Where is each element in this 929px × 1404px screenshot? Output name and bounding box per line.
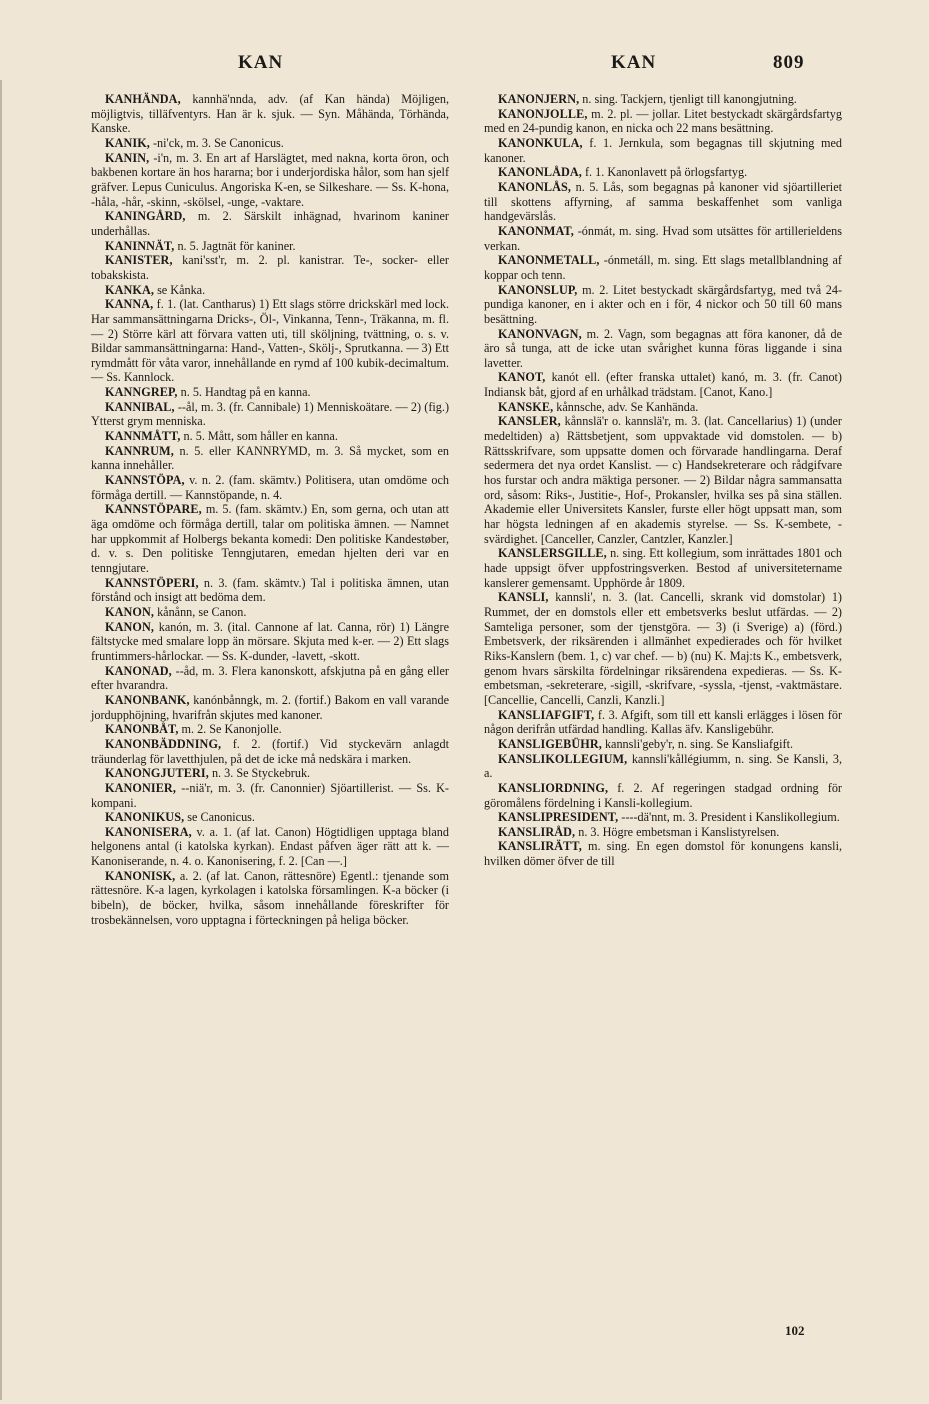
entry-definition: n. 3. Högre embetsman i Kanslistyrelsen. — [575, 824, 780, 839]
entry-headword: KANIN, — [105, 150, 150, 165]
dictionary-entry — [91, 92, 449, 136]
dictionary-entry — [484, 414, 842, 546]
entry-headword: KANOT, — [498, 370, 546, 385]
entry-definition: se Canonicus. — [184, 810, 255, 825]
dictionary-entry — [91, 239, 449, 254]
dictionary-entry — [484, 400, 842, 415]
running-head-left: KAN — [238, 52, 284, 73]
entry-headword: KANONLÅDA, — [498, 165, 582, 180]
entry-headword: KANONISK, — [105, 868, 176, 883]
dictionary-entry — [484, 107, 842, 136]
entry-definition: -i'n, m. 3. En art af Harslägtet, med nakna, korta öron, och bakbenen kortare än hos hararna; bor i underjordiska hålor, som han sjelf gräfver. Lepus Cuniculus. Angoriska K-en, se Silkeshare. — Ss. K-hona, -håla, -hår, -skinn, -skölsel, -unge, -vaktare. — [91, 150, 449, 209]
dictionary-entry — [91, 766, 449, 781]
entry-headword: KANONJERN, — [498, 92, 580, 106]
entry-definition: n. sing. Tackjern, tjenligt till kanongjutning. — [579, 92, 797, 106]
entry-headword: KANSLERSGILLE, — [498, 546, 607, 561]
entry-definition: f. 2. (fortif.) Vid styckevärn anlagdt träunderlag för lavetthjulen, på det de icke må nedskära i marken. — [91, 736, 449, 766]
entry-headword: KANONBÅT, — [105, 722, 179, 737]
entry-definition: se Kånka. — [154, 282, 206, 297]
entry-definition: --niä'r, m. 3. (fr. Canonnier) Sjöartillerist. — Ss. K-kompani. — [91, 780, 449, 810]
entry-headword: KANNSTÖPERI, — [105, 575, 199, 590]
entry-headword: KANSLIKOLLEGIUM, — [498, 751, 628, 766]
entry-definition: -ónmát, m. sing. Hvad som utsättes för artillerieldens verkan. — [484, 223, 842, 253]
dictionary-entry — [91, 825, 449, 869]
entry-headword: KANONIER, — [105, 780, 176, 795]
dictionary-entry — [91, 781, 449, 810]
dictionary-entry — [484, 590, 842, 707]
dictionary-entry — [484, 253, 842, 282]
entry-headword: KANNMÅTT, — [105, 429, 181, 444]
entry-definition: kannhä'nnda, adv. (af Kan hända) Möjligen, möjligtvis, tilläfventyrs. Han är k. sjuk. — Syn. Måhända, Törhända, Kanske. — [91, 92, 449, 136]
dictionary-entry — [484, 283, 842, 327]
entry-definition: n. 5. Jagtnät för kaniner. — [174, 238, 296, 253]
entry-definition: m. 5. (fam. skämtv.) En, som gerna, och utan att äga omdöme och förmåga dertill, talar om politiska ämnen. — Namnet har uppkommit af Holbergs bekanta komedi: Den politiske Kandestøber, d. v. s. Den politiske Tenngjutaren, emedan hjelten deri var en tenngjutare. — [91, 502, 449, 575]
entry-definition: f. 3. Afgift, som till ett kansli erlägges i lösen för någon derifrån utfärdad handling. Kallas äfv. Kansligebühr. — [484, 707, 842, 737]
entry-headword: KANSLIRÄTT, — [498, 839, 582, 854]
dictionary-entry — [484, 180, 842, 224]
entry-definition: f. 2. Af regeringen stadgad ordning för göromålens fördelning i Kansli-kollegium. — [484, 780, 842, 810]
dictionary-entry — [484, 810, 842, 825]
dictionary-entry — [91, 136, 449, 151]
entry-definition: n. sing. Ett kollegium, som inrättades 1801 och hade uppsigt öfver uppfostringsverken. Bestod af universitetername kanslerer gemensamt. Upphörde år 1809. — [484, 546, 842, 590]
dictionary-entry — [484, 781, 842, 810]
entry-definition: m. 2. Särskilt inhägnad, hvarinom kaniner underhållas. — [91, 209, 449, 238]
entry-definition: f. 1. Jernkula, som begagnas till skjutning med kanoner. — [484, 135, 842, 165]
entry-definition: n. 3. Se Styckebruk. — [208, 766, 311, 781]
entry-headword: KANSLIAFGIFT, — [498, 707, 595, 722]
dictionary-entry — [91, 605, 449, 620]
entry-definition: n. 3. (fam. skämtv.) Tal i politiska ämnen, utan förstånd och insigt att bedöma dem. — [91, 575, 449, 605]
dictionary-entry — [484, 708, 842, 737]
entry-headword: KANONSLUP, — [498, 282, 578, 297]
dictionary-entry — [91, 664, 449, 693]
entry-headword: KANONMAT, — [498, 223, 574, 238]
entry-definition: kånånn, se Canon. — [154, 604, 247, 619]
entry-headword: KANSLER, — [498, 414, 561, 429]
entry-headword: KANONAD, — [105, 663, 172, 678]
entry-headword: KANSLIORDNING, — [498, 780, 609, 795]
entry-definition: f. 1. Kanonlavett på örlogsfartyg. — [581, 165, 748, 180]
entry-headword: KANNIBAL, — [105, 399, 175, 414]
entry-headword: KANSLIPRESIDENT, — [498, 810, 619, 825]
dictionary-entry — [91, 576, 449, 605]
page-number: 809 — [773, 52, 805, 73]
dictionary-entry — [91, 810, 449, 825]
entry-definition: m. sing. En egen domstol för konungens kansli, hvilken dömer öfver de till — [484, 839, 842, 869]
entry-definition: kannsli', n. 3. (lat. Cancelli, skrank vid domstolar) 1) Rummet, der en domstols eller ett embetsverks beslut utfärdas. — 2) Samteliga personer, som der tjenstgöra. — 3) (i Sverige) a) (förd.) Embetsverk, der riksärenden i allmänhet expedierades och för hvilket Riks-Kanslern (bem. 1, c) var chef. — b) (nu) K. Maj:ts K., embetsverk, genom hvars särskilta fördelningar riksärendena expedieras. — Ss. K-embetsman, -sekreterare, -sigill, -skrifvare, -syssla, -tjenst, -vaktmästare. [Cancellie, Cancelli, Canzli, Kanzli.] — [484, 590, 842, 707]
dictionary-entry — [91, 620, 449, 664]
left-column — [91, 92, 449, 927]
entry-headword: KANONBANK, — [105, 692, 190, 707]
dictionary-entry — [484, 165, 842, 180]
dictionary-entry — [484, 92, 842, 107]
entry-definition: kånnsche, adv. Se Kanhända. — [553, 399, 699, 414]
entry-headword: KANNA, — [105, 297, 154, 312]
sheet-signature: 102 — [785, 1323, 805, 1338]
entry-definition: a. 2. (af lat. Canon, rättesnöre) Egentl.: tjenande som rättesnöre. K-a lagen, kyrkolagen i katolska församlingen. K-a böcker (i bibeln), de böcker, hvilka, såsom innehållande föreskrifter för trosbekännelsen, voro upptagna i förteckningen på heliga böcker. — [91, 868, 449, 927]
entry-headword: KANIK, — [105, 135, 150, 150]
entry-definition: m. 2. Se Kanonjolle. — [178, 722, 282, 737]
entry-definition: kånnslä'r o. kannslä'r, m. 3. (lat. Cancellarius) 1) (under medeltiden) a) Rättsbetjent, som uppvaktade vid domstolen. — b) Rättsskrifvare, som uppsatte domen och förvarade handlingarna. Deraf sedermera det nya ordet Kanslist. — c) Handsekreterare och rådgifvare hos furstar och andra mäktiga personer. — 2) Bildar några sammansatta ord, såsom: Riks-, Justitie-, Hof-, Prokansler, hvilka ses på sina ställen. Akademie eller Universitets Kansler, furste eller högt uppsatt man, som har högsta ledningen af en akademis styrelse. — Ss. K-sembete, -svärdighet. [Canceller, Canzler, Cantzler, Kanzler.] — [484, 414, 842, 546]
dictionary-entry — [91, 151, 449, 210]
dictionary-entry — [484, 737, 842, 752]
entry-headword: KANONKULA, — [498, 135, 583, 150]
entry-headword: KANINGÅRD, — [105, 209, 186, 224]
entry-headword: KANONLÅS, — [498, 179, 572, 194]
entry-definition: kanónbånngk, m. 2. (fortif.) Bakom en vall varande jordupphöjning, hvarifrån skjutes med kanoner. — [91, 692, 449, 722]
entry-headword: KANON, — [105, 619, 155, 634]
dictionary-entry — [91, 297, 449, 385]
dictionary-entry — [91, 722, 449, 737]
dictionary-entry — [91, 385, 449, 400]
dictionary-entry — [91, 400, 449, 429]
entry-headword: KANONJOLLE, — [498, 106, 588, 121]
dictionary-entry — [91, 429, 449, 444]
entry-headword: KANHÄNDA, — [105, 92, 181, 106]
entry-definition: n. 5. Handtag på en kanna. — [177, 385, 311, 400]
entry-headword: KANSKE, — [498, 399, 554, 414]
dictionary-entry — [91, 737, 449, 766]
entry-definition: -ni'ck, m. 3. Se Canonicus. — [149, 135, 284, 150]
entry-headword: KANSLIGEBÜHR, — [498, 736, 602, 751]
entry-headword: KANONISERA, — [105, 824, 192, 839]
dictionary-entry — [91, 693, 449, 722]
entry-definition: n. 5. Lås, som begagnas på kanoner vid sjöartilleriet till skottens affyrning, af samma beskaffenhet som vanliga handgevärslås. — [484, 179, 842, 224]
entry-headword: KANINNÄT, — [105, 238, 175, 253]
entry-headword: KANNRUM, — [105, 443, 174, 458]
scan-margin-edge — [0, 80, 26, 1400]
entry-definition: kanón, m. 3. (ital. Cannone af lat. Canna, rör) 1) Längre fältstycke med smalare lopp än mörsare. Skjuta med k-er. — 2) Ett slags fruntimmers-hårlockar. — Ss. K-dunder, -lavett, -skott. — [91, 619, 449, 663]
dictionary-entry — [91, 502, 449, 575]
entry-definition: m. 2. pl. — jollar. Litet bestyckadt skärgårdsfartyg med en 24-pundig kanon, en nicka och 22 mans besättning. — [484, 106, 842, 136]
entry-definition: kanót ell. (efter franska uttalet) kanó, m. 3. (fr. Canot) Indiansk båt, gjord af en urhålkad trädstam. [Canot, Kano.] — [484, 370, 842, 400]
entry-definition: ----dä'nnt, m. 3. President i Kanslikollegium. — [618, 810, 840, 825]
entry-headword: KANKA, — [105, 282, 155, 297]
entry-definition: n. 5. Mått, som håller en kanna. — [180, 429, 338, 444]
entry-definition: f. 1. (lat. Cantharus) 1) Ett slags större drickskärl med lock. Har sammansättningarna Dricks-, Öl-, Vinkanna, Tenn-, Träkanna, m. fl. — 2) Större kärl att förvara vatten uti, till sköljning, tvättning, o. s. v. Bildar sammansättningarna: Hand-, Vatten-, Skölj-, Sprutkanna. — 3) Ett rymdmått för våta varor, innehållande en rymd af 100 kubik-decimaltum. — Ss. Kannlock. — [91, 297, 449, 385]
dictionary-entry — [91, 253, 449, 282]
entry-definition: --ål, m. 3. (fr. Cannibale) 1) Menniskoätare. — 2) (fig.) Ytterst grym menniska. — [91, 399, 449, 429]
entry-headword: KANNGREP, — [105, 385, 178, 400]
entry-definition: kani'sst'r, m. 2. pl. kanistrar. Te-, socker- eller tobakskista. — [91, 253, 449, 282]
entry-headword: KANONIKUS, — [105, 810, 185, 825]
entry-definition: m. 2. Vagn, som begagnas att föra kanoner, då de äro så tunga, att de icke utan svårighet kunna föras liggande i sina lavetter. — [484, 326, 842, 370]
entry-headword: KANSLI, — [498, 590, 549, 605]
dictionary-entry — [484, 752, 842, 781]
entry-definition: kannsli'kållégiumm, n. sing. Se Kansli, 3, a. — [484, 751, 842, 781]
dictionary-entry — [484, 327, 842, 371]
dictionary-entry — [91, 869, 449, 928]
entry-headword: KANONBÄDDNING, — [105, 736, 222, 751]
entry-headword: KANONMETALL, — [498, 253, 600, 268]
dictionary-entry — [484, 136, 842, 165]
dictionary-entry — [484, 839, 842, 868]
dictionary-entry — [91, 473, 449, 502]
dictionary-entry — [484, 825, 842, 840]
entry-definition: v. n. 2. (fam. skämtv.) Politisera, utan omdöme och förmåga dertill. — Kannstöpande, n. 4. — [91, 473, 449, 502]
entry-definition: kannsli'geby'r, n. sing. Se Kansliafgift. — [601, 736, 793, 751]
dictionary-entry — [91, 444, 449, 473]
page-header — [0, 52, 929, 82]
entry-headword: KANNSTÖPA, — [105, 473, 185, 488]
dictionary-entry — [484, 370, 842, 399]
entry-headword: KANON, — [105, 604, 155, 619]
right-column — [484, 92, 842, 869]
entry-definition: --åd, m. 3. Flera kanonskott, afskjutna på en gång eller efter hvarandra. — [91, 663, 449, 693]
entry-definition: n. 5. eller KANNRYMD, m. 3. Så mycket, som en kanna innehåller. — [91, 443, 449, 473]
entry-headword: KANONVAGN, — [498, 326, 582, 341]
entry-headword: KANISTER, — [105, 253, 173, 268]
dictionary-entry — [91, 283, 449, 298]
entry-definition: v. a. 1. (af lat. Canon) Högtidligen upptaga bland helgonens antal (i katolska kyrkan). Endast påfven äger rätt att k. — Kanoniserande, n. 4. o. Kanonisering, f. 2. [Can —.] — [91, 824, 449, 869]
entry-headword: KANONGJUTERI, — [105, 766, 209, 781]
running-head-right: KAN — [611, 52, 657, 73]
dictionary-entry — [484, 224, 842, 253]
entry-headword: KANNSTÖPARE, — [105, 502, 202, 517]
dictionary-entry — [484, 546, 842, 590]
dictionary-entry — [91, 209, 449, 238]
entry-definition: m. 2. Litet bestyckadt skärgårdsfartyg, med två 24-pundiga kanoner, en i akter och en i för, 4 nickor och 50 till 60 mans besättning. — [484, 282, 842, 326]
entry-definition: -ónmetáll, m. sing. Ett slags metallblandning af koppar och tenn. — [484, 253, 842, 282]
entry-headword: KANSLIRÅD, — [498, 824, 576, 839]
